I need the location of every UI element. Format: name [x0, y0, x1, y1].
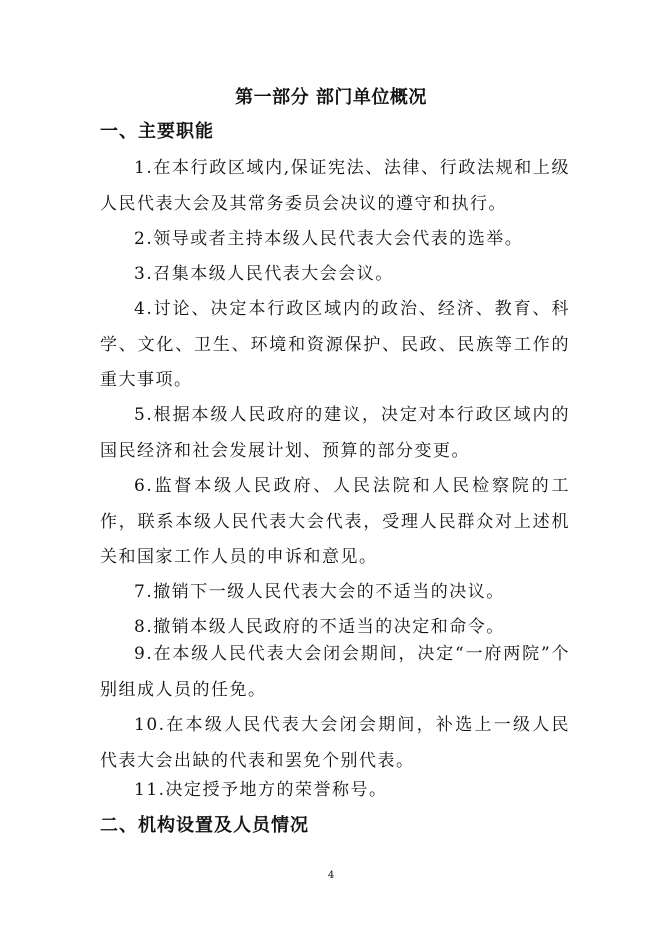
- paragraph-item-7: 7.撤销下一级人民代表大会的不适当的决议。: [134, 582, 505, 602]
- paragraph-item-1: 1.在本行政区域内,保证宪法、法律、行政法规和上级人民代表大会及其常务委员会决议的遵守和执行。: [100, 158, 570, 214]
- paragraph-item-5: 5.根据本级人民政府的建议，决定对本行政区域内的国民经济和社会发展计划、预算的部分变更。: [100, 405, 570, 461]
- section-heading-organization: 二、机构设置及人员情况: [100, 815, 309, 836]
- page-number: 4: [327, 870, 335, 881]
- paragraph-item-6: 6.监督本级人民政府、人民法院和人民检察院的工作，联系本级人民代表大会代表，受理人民群众对上述机关和国家工作人员的申诉和意见。: [100, 476, 570, 567]
- paragraph-item-2: 2.领导或者主持本级人民代表大会代表的选举。: [134, 229, 524, 249]
- paragraph-item-4: 4.讨论、决定本行政区域内的政治、经济、教育、科学、文化、卫生、环境和资源保护、民政、民族等工作的重大事项。: [100, 299, 570, 390]
- paragraph-item-3: 3.召集本级人民代表大会会议。: [134, 264, 394, 284]
- page-title: 第一部分 部门单位概况: [235, 87, 427, 108]
- section-heading-main-functions: 一、主要职能: [100, 121, 214, 142]
- paragraph-item-11: 11.决定授予地方的荣誉称号。: [134, 780, 388, 800]
- paragraph-item-8: 8.撤销本级人民政府的不适当的决定和命令。: [134, 617, 505, 637]
- paragraph-item-9: 9.在本级人民代表大会闭会期间，决定“一府两院”个别组成人员的任免。: [100, 644, 570, 700]
- paragraph-item-10: 10.在本级人民代表大会闭会期间，补选上一级人民代表大会出缺的代表和罢免个别代表。: [100, 715, 570, 771]
